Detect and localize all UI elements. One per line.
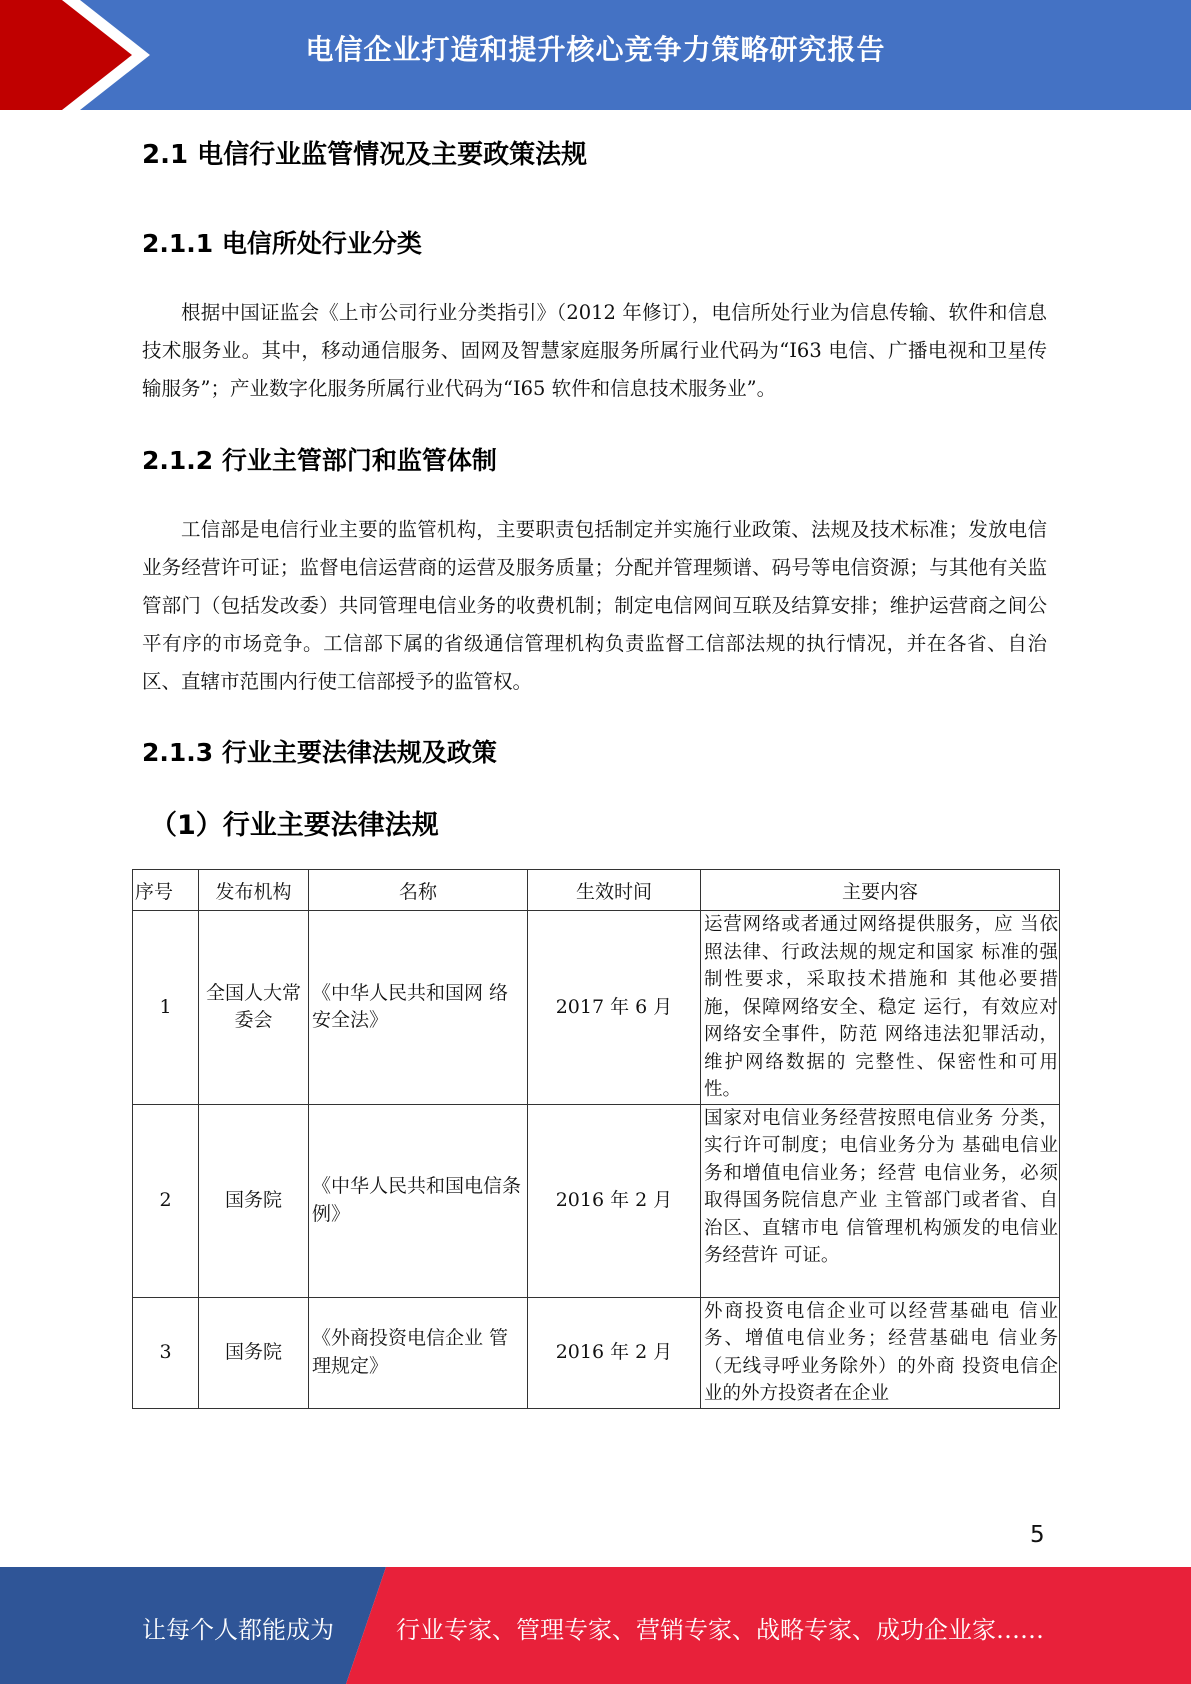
heading-2-1-1: 2.1.1 电信所处行业分类 xyxy=(142,229,422,258)
col-header-name: 名称 xyxy=(309,870,528,911)
paragraph-industry-classification: 根据中国证监会《上市公司行业分类指引》（2012 年修订），电信所处行业为信息传输、软件和信息技术服务业。其中，移动通信服务、固网及智慧家庭服务所属行业代码为“I63 电信、广播电视和卫星传输服务”；产业数字化服务所属行业代码为“I65 软件和信息技术服务业”。 xyxy=(142,301,1047,400)
table-header-row xyxy=(133,870,1060,911)
table-row xyxy=(133,911,1060,1105)
cell-date: 2016 年 2 月 xyxy=(528,1104,701,1297)
laws-table xyxy=(132,869,1060,1409)
cell-org: 全国人大常委会 xyxy=(199,911,309,1105)
cell-name: 《中华人民共和国电信条例》 xyxy=(309,1104,528,1297)
cell-content: 外商投资电信企业可以经营基础电 信业务、增值电信业务；经营基础电 信业务（无线寻呼业务除外）的外商 投资电信企业的外方投资者在企业 xyxy=(701,1297,1060,1408)
table-row xyxy=(133,1104,1060,1297)
cell-name: 《中华人民共和国网 络安全法》 xyxy=(309,911,528,1105)
report-title: 电信企业打造和提升核心竞争力策略研究报告 xyxy=(305,33,886,66)
cell-content: 国家对电信业务经营按照电信业务 分类，实行许可制度；电信业务分为 基础电信业务和增值电信业务；经营 电信业务，必须取得国务院信息产业 主管部门或者省、自治区、直辖市电 信管理机构颁发的电信业务经营许 可证。 xyxy=(701,1104,1060,1297)
footer-slogan-left: 让每个人都能成为 xyxy=(142,1616,334,1644)
cell-org: 国务院 xyxy=(199,1104,309,1297)
cell-seq: 2 xyxy=(133,1104,199,1297)
heading-2-1-3: 2.1.3 行业主要法律法规及政策 xyxy=(142,738,497,767)
col-header-org: 发布机构 xyxy=(199,870,309,911)
cell-content: 运营网络或者通过网络提供服务，应 当依照法律、行政法规的规定和国家 标准的强制性要求，采取技术措施和 其他必要措施，保障网络安全、稳定 运行，有效应对网络安全事件，防范 网络违法犯罪活动，维护网络数据的 完整性、保密性和可用性。 xyxy=(701,911,1060,1105)
heading-2-1: 2.1 电信行业监管情况及主要政策法规 xyxy=(142,140,588,170)
col-header-seq: 序号 xyxy=(133,870,199,911)
heading-main-laws: （1）行业主要法律法规 xyxy=(150,810,439,841)
page-footer xyxy=(0,1567,1191,1684)
header-chevron-icon xyxy=(0,0,160,110)
cell-seq: 3 xyxy=(133,1297,199,1408)
cell-date: 2016 年 2 月 xyxy=(528,1297,701,1408)
cell-name: 《外商投资电信企业 管理规定》 xyxy=(309,1297,528,1408)
page-number: 5 xyxy=(1030,1522,1045,1548)
cell-seq: 1 xyxy=(133,911,199,1105)
cell-org: 国务院 xyxy=(199,1297,309,1408)
page-header xyxy=(0,0,1191,110)
footer-slogan-right: 行业专家、管理专家、营销专家、战略专家、成功企业家…… xyxy=(396,1616,1044,1644)
cell-date: 2017 年 6 月 xyxy=(528,911,701,1105)
paragraph-regulatory-system: 工信部是电信行业主要的监管机构，主要职责包括制定并实施行业政策、法规及技术标准；发放电信业务经营许可证；监督电信运营商的运营及服务质量；分配并管理频谱、码号等电信资源；与其他有关监管部门（包括发改委）共同管理电信业务的收费机制；制定电信网间互联及结算安排；维护运营商之间公平有序的市场竞争。工信部下属的省级通信管理机构负责监督工信部法规的执行情况，并在各省、自治区、直辖市范围内行使工信部授予的监管权。 xyxy=(142,518,1047,693)
col-header-content: 主要内容 xyxy=(701,870,1060,911)
heading-2-1-2: 2.1.2 行业主管部门和监管体制 xyxy=(142,446,497,475)
col-header-date: 生效时间 xyxy=(528,870,701,911)
table-row xyxy=(133,1297,1060,1408)
